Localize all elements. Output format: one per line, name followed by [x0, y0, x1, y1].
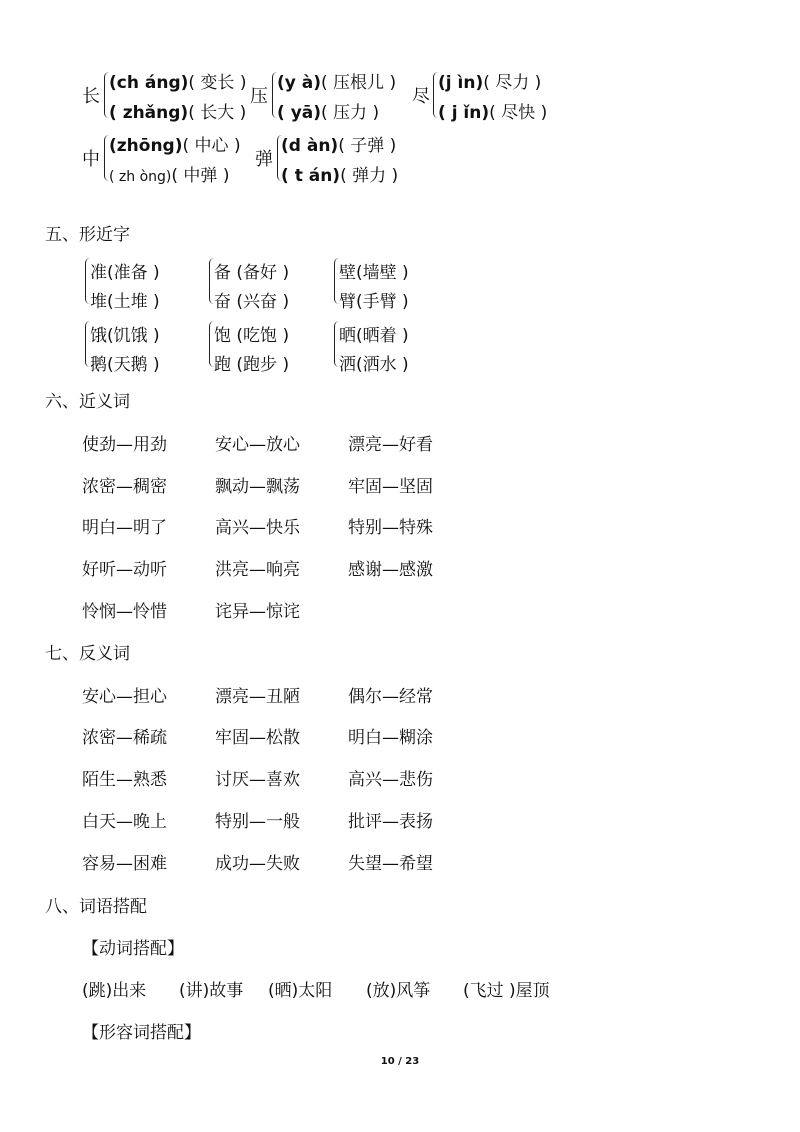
antonym-pair: 明白—糊涂 [348, 728, 433, 748]
synonym-pair: 使劲—用劲 [82, 435, 167, 455]
verb-collocation-item: (跳)出来 [82, 981, 147, 1001]
synonym-pair: 怜悯—怜惜 [82, 602, 167, 622]
polyphone-char: 弹 [255, 149, 273, 170]
page-number: 10 / 23 [380, 1056, 420, 1067]
similar-char-item: 饱 (吃饱 ) [214, 326, 290, 346]
polyphone-char: 压 [250, 86, 268, 107]
antonym-pair: 高兴—悲伤 [348, 770, 433, 790]
synonym-pair: 浓密—稠密 [82, 477, 167, 497]
polyphone-reading: (zhōng)( 中心 ) [109, 136, 241, 156]
verb-collocation-item: (讲)故事 [179, 981, 244, 1001]
synonym-pair: 好听—动听 [82, 560, 167, 580]
similar-char-item: 准(准备 ) [90, 263, 160, 283]
similar-char-item: 堆(土堆 ) [90, 292, 160, 312]
synonym-pair: 安心—放心 [215, 435, 300, 455]
antonym-pair: 讨厌—喜欢 [215, 770, 300, 790]
synonym-pair: 诧异—惊诧 [215, 602, 300, 622]
similar-char-item: 洒(洒水 ) [339, 355, 409, 375]
polyphone-reading: ( yā)( 压力 ) [277, 103, 380, 123]
antonym-pair: 白天—晚上 [82, 812, 167, 832]
polyphone-char: 长 [82, 86, 100, 107]
synonym-pair: 特别—特殊 [348, 518, 433, 538]
similar-char-item: 臂(手臂 ) [339, 292, 409, 312]
section-title-synonyms: 六、近义词 [45, 392, 130, 412]
synonym-pair: 牢固—坚固 [348, 477, 433, 497]
similar-char-item: 饿(饥饿 ) [90, 326, 160, 346]
similar-char-item: 鹅(天鹅 ) [90, 355, 160, 375]
synonym-pair: 漂亮—好看 [348, 435, 433, 455]
antonym-pair: 特别—一般 [215, 812, 300, 832]
synonym-pair: 感谢—感激 [348, 560, 433, 580]
section-title-similar-chars: 五、形近字 [45, 225, 130, 245]
polyphone-reading: (j ìn)( 尽力 ) [438, 73, 542, 93]
adjective-collocation-heading: 【形容词搭配】 [82, 1023, 201, 1043]
verb-collocation-heading: 【动词搭配】 [82, 939, 184, 959]
synonym-pair: 明白—明了 [82, 518, 167, 538]
similar-char-item: 备 (备好 ) [214, 263, 290, 283]
antonym-pair: 成功—失败 [215, 854, 300, 874]
synonym-pair: 洪亮—响亮 [215, 560, 300, 580]
section-title-collocations: 八、词语搭配 [45, 897, 147, 917]
similar-char-item: 奋 (兴奋 ) [214, 292, 290, 312]
antonym-pair: 失望—希望 [348, 854, 433, 874]
synonym-pair: 飘动—飘荡 [215, 477, 300, 497]
verb-collocation-item: (飞过 )屋顶 [463, 981, 550, 1001]
polyphone-char: 中 [82, 149, 100, 170]
antonym-pair: 漂亮—丑陋 [215, 687, 300, 707]
antonym-pair: 浓密—稀疏 [82, 728, 167, 748]
polyphone-reading: (d àn)( 子弹 ) [281, 136, 397, 156]
antonym-pair: 批评—表扬 [348, 812, 433, 832]
antonym-pair: 牢固—松散 [215, 728, 300, 748]
verb-collocation-item: (晒)太阳 [268, 981, 333, 1001]
section-title-antonyms: 七、反义词 [45, 644, 130, 664]
similar-char-item: 壁(墙壁 ) [339, 263, 409, 283]
polyphone-reading: (ch áng)( 变长 ) [109, 73, 247, 93]
polyphone-reading: ( zhǎng)( 长大 ) [109, 103, 247, 123]
antonym-pair: 容易—困难 [82, 854, 167, 874]
antonym-pair: 安心—担心 [82, 687, 167, 707]
similar-char-item: 晒(晒着 ) [339, 326, 409, 346]
synonym-pair: 高兴—快乐 [215, 518, 300, 538]
similar-char-item: 跑 (跑步 ) [214, 355, 290, 375]
polyphone-reading: ( j ǐn)( 尽快 ) [438, 103, 548, 123]
polyphone-char: 尽 [412, 86, 430, 107]
polyphone-reading: (y à)( 压根儿 ) [277, 73, 397, 93]
polyphone-reading: ( t án)( 弹力 ) [281, 166, 399, 186]
antonym-pair: 陌生—熟悉 [82, 770, 167, 790]
verb-collocation-item: (放)风筝 [366, 981, 431, 1001]
antonym-pair: 偶尔—经常 [348, 687, 433, 707]
polyphone-reading: ( zh òng)( 中弹 ) [109, 166, 230, 186]
